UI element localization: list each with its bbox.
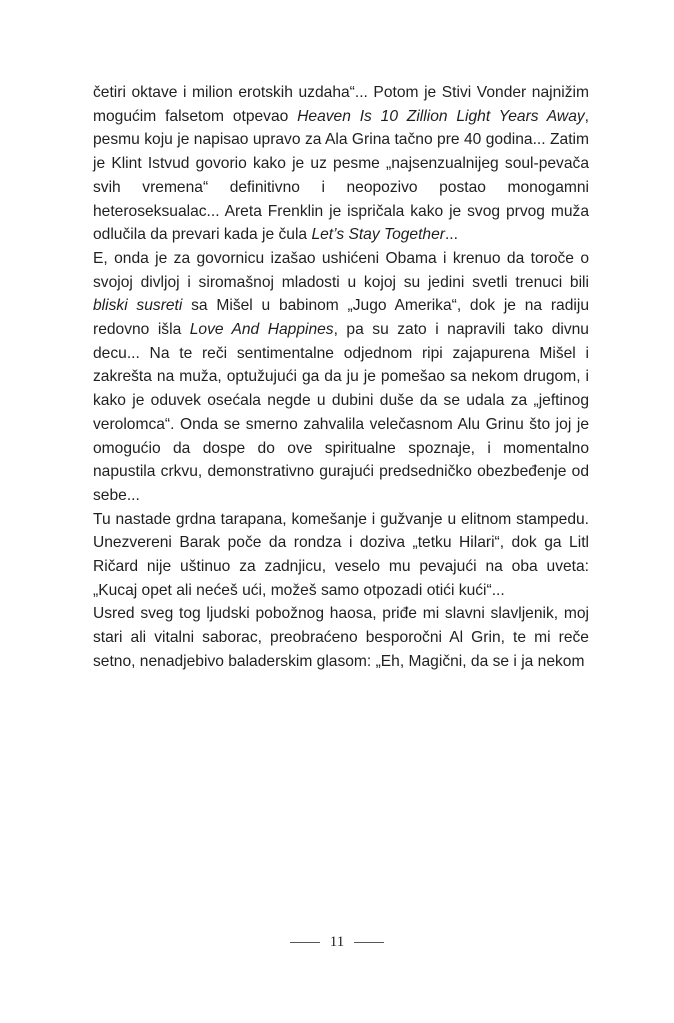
page-number: 11 bbox=[329, 934, 345, 950]
body-text bbox=[93, 81, 589, 674]
text-run: , pesmu koju je napisao upravo za Ala Grina tačno pre 40 godina... Zatim je Klint Istvud govorio kako je uz pesme „najsenzualnijeg soul-pevača svih vremena“ definitivno i neopozivo postao monogamni heteroseksualac... Areta Frenklin je ispričala kako je svog prvog muža odlučila da prevari kada je čula bbox=[93, 107, 590, 244]
text-run: Usred sveg tog ljudski pobožnog haosa, priđe mi slavni slavljenik, moj stari ali vitalni saborac, preobraćeno besporočni Al Grin, te mi reče setno, nenadjebivo baladerskim glasom: „Eh, Magični, da se i ja nekom bbox=[93, 605, 589, 670]
paragraph bbox=[93, 602, 589, 673]
text-run: sa Mišel u babinom „Jugo Amerika“, dok je na radiju redovno išla bbox=[93, 297, 590, 339]
text-run: E, onda je za govornicu izašao ushićeni Obama i krenuo da toroče o svojoj divljoj i siromašnoj mladosti u kojoj su jedini svetli trenuci bili bbox=[93, 249, 589, 291]
page-body bbox=[93, 81, 589, 674]
text-run: Tu nastade grdna tarapana, komešanje i gužvanje u elitnom stampedu. Unezvereni Barak poče da rondza i doziva „tetku Hilari“, dok ga Litl Ričard nije uštinuo za zadnjicu, veselo mu pevajući na oba uveta: „Kucaj opet ali nećeš ući, možeš samo otpozadi otići kući“... bbox=[93, 510, 589, 599]
footer-rule-right bbox=[354, 942, 384, 943]
italic-title: Heaven Is 10 Zillion Light Years Away bbox=[297, 107, 585, 125]
italic-title: Love And Happines bbox=[189, 321, 334, 339]
page-footer bbox=[0, 934, 674, 951]
footer-rule-left bbox=[290, 942, 320, 943]
text-run: ... bbox=[444, 226, 458, 244]
paragraph bbox=[93, 508, 589, 603]
italic-title: Let’s Stay Together bbox=[311, 226, 445, 244]
paragraph bbox=[93, 81, 589, 247]
italic-title: bliski susreti bbox=[93, 297, 183, 315]
text-run: , pa su zato i napravili tako divnu decu... Na te reči sentimentalne odjednom ripi zajapurena Mišel i zakrešta na muža, optužujući ga da ju je pomešao sa nekom drugom, i kako je oduvek osećala negde u dubini duše da se udala za „jeftinog verolomca“. Onda se smerno zahvalila velečasnom Alu Grinu što joj je omogućio da dospe do ove spiritualne spoznaje, i momentalno napustila crkvu, demonstrativno gurajući predsedničko obezbeđenje od sebe... bbox=[93, 321, 589, 504]
text-run: četiri oktave i milion erotskih uzdaha“... Potom je Stivi Vonder najnižim mogućim falsetom otpevao bbox=[93, 84, 589, 125]
paragraph bbox=[93, 247, 589, 508]
